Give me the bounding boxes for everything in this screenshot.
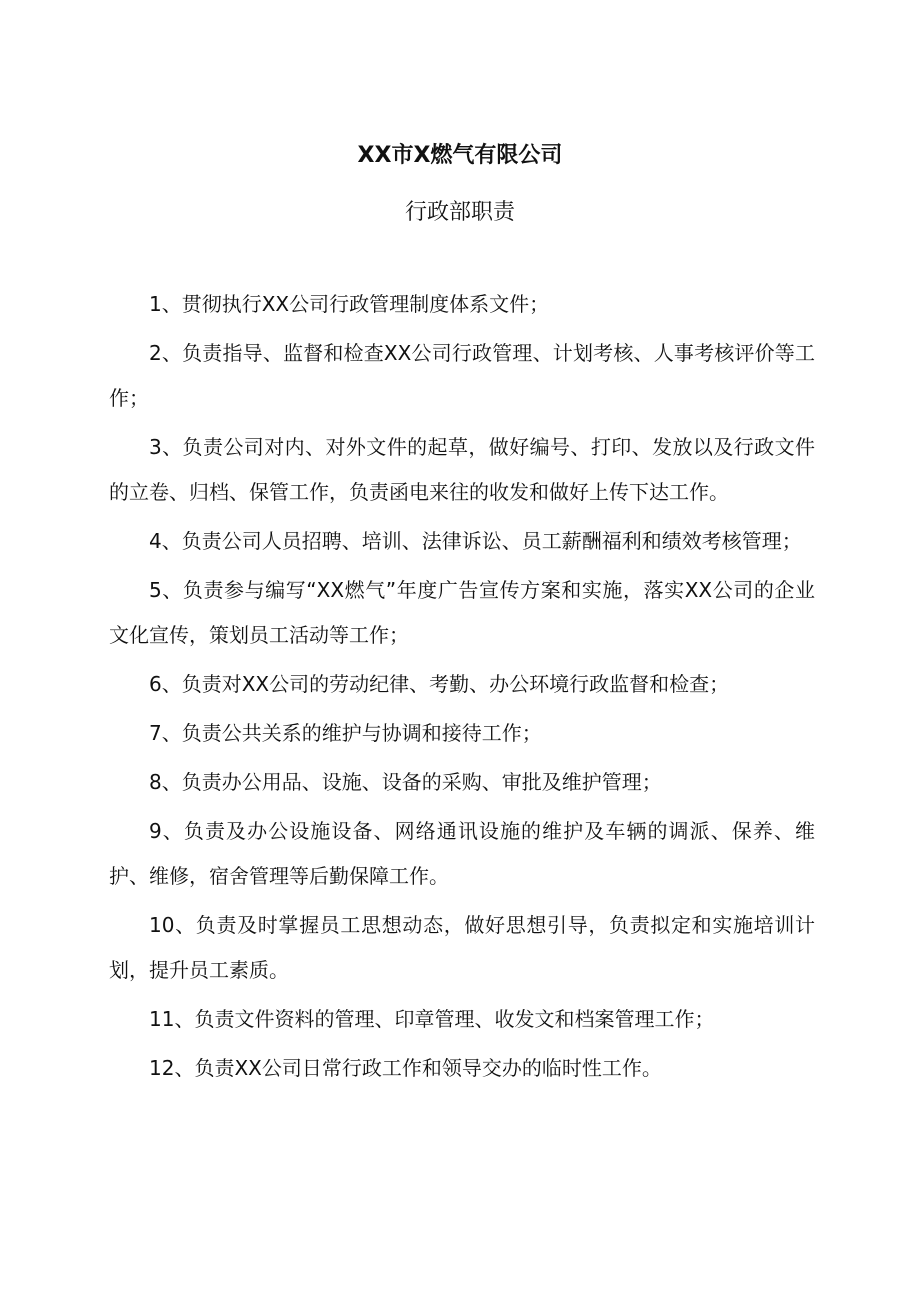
duty-item-1: 1、贯彻执行XX公司行政管理制度体系文件； (149, 292, 550, 316)
company-title: XX市X燃气有限公司 (357, 143, 563, 168)
duty-list (109, 282, 815, 1095)
department-title: 行政部职责 (404, 200, 515, 225)
duty-item-7: 7、负责公共关系的维护与协调和接待工作； (149, 721, 542, 745)
duty-item-12: 12、负责XX公司日常行政工作和领导交办的临时性工作。 (149, 1056, 662, 1080)
duty-item-10: 10、负责及时掌握员工思想动态，做好思想引导，负责拟定和实施培训计划，提升员工素质。 (109, 913, 815, 982)
duty-item-11: 11、负责文件资料的管理、印章管理、收发文和档案管理工作； (149, 1007, 715, 1031)
duty-item-4: 4、负责公司人员招聘、培训、法律诉讼、员工薪酬福利和绩效考核管理； (149, 529, 802, 553)
duty-item-5: 5、负责参与编写“XX燃气”年度广告宣传方案和实施，落实XX公司的企业文化宣传，策划员工活动等工作； (109, 578, 815, 647)
duty-item-6: 6、负责对XX公司的劳动纪律、考勤、办公环境行政监督和检查； (149, 672, 730, 696)
duty-item-9: 9、负责及办公设施设备、网络通讯设施的维护及车辆的调派、保养、维护、维修，宿舍管理等后勤保障工作。 (109, 819, 815, 888)
duty-item-3: 3、负责公司对内、对外文件的起草，做好编号、打印、发放以及行政文件的立卷、归档、保管工作，负责函电来往的收发和做好上传下达工作。 (109, 435, 815, 504)
duty-item-8: 8、负责办公用品、设施、设备的采购、审批及维护管理； (149, 770, 662, 794)
duty-item-2: 2、负责指导、监督和检查XX公司行政管理、计划考核、人事考核评价等工作； (109, 341, 815, 410)
